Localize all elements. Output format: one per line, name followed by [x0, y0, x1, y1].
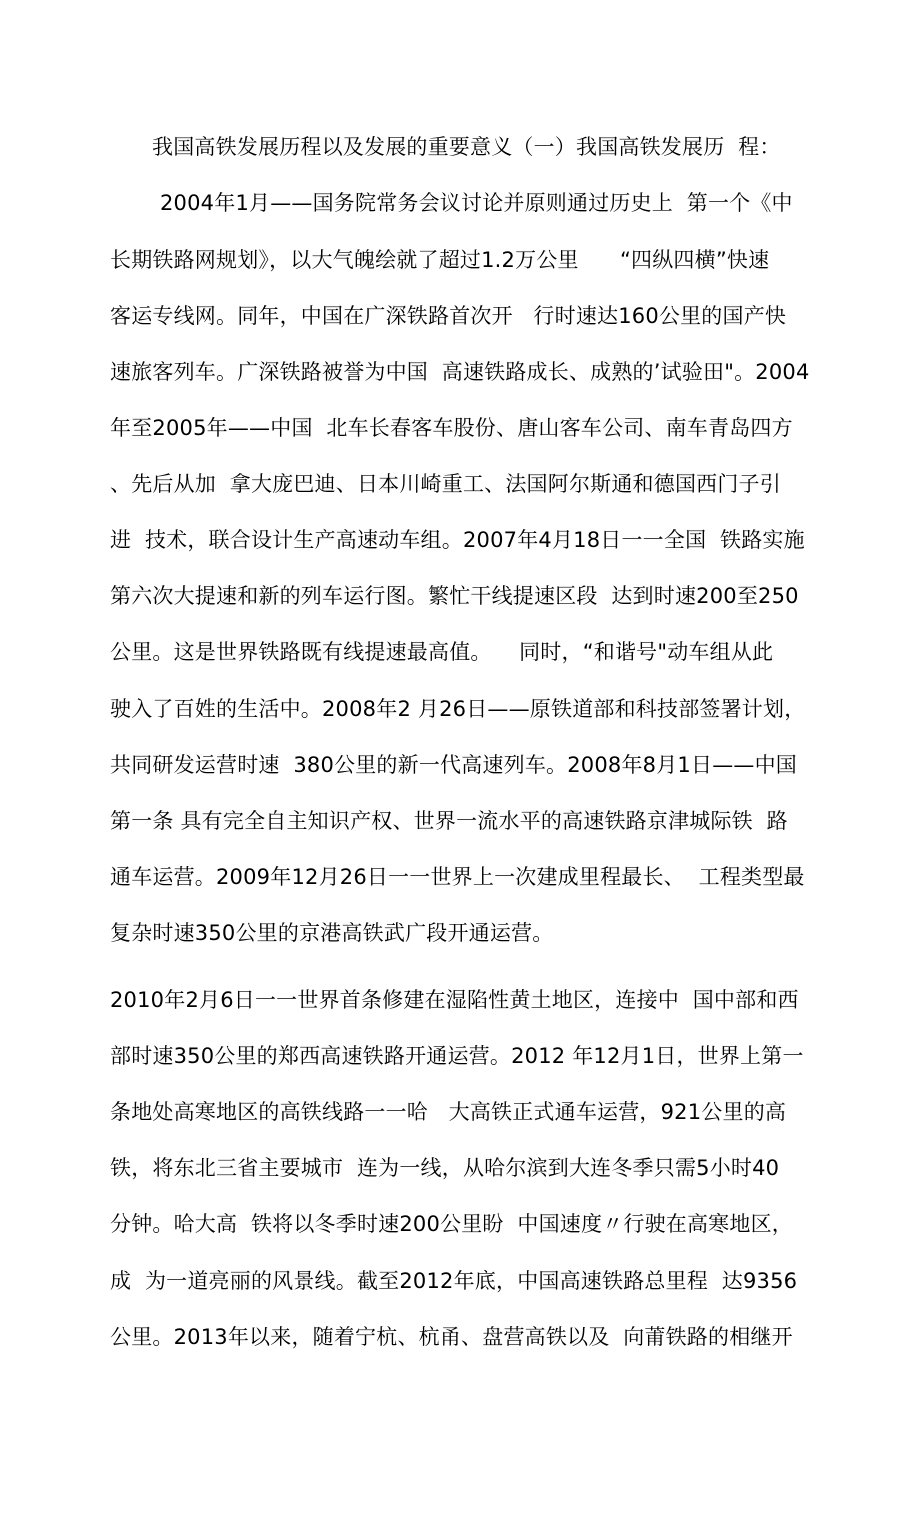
paragraph-line: 部时速350公里的郑西高速铁路开通运营。2012 年12月1日，世界上第一	[110, 1044, 804, 1068]
paragraph-line: 2004年1月——国务院常务会议讨论并原则通过历史上 第一个《中	[160, 191, 793, 215]
paragraph-line: 通车运营。2009年12月26日一一世界上一次建成里程最长、 工程类型最	[110, 865, 805, 889]
paragraph-line: 公里。2013年以来，随着宁杭、杭甬、盘营高铁以及 向莆铁路的相继开	[110, 1325, 793, 1349]
paragraph-line: 客运专线网。同年，中国在广深铁路首次开 行时速达160公里的国产快	[110, 304, 787, 328]
paragraph-line: 复杂时速350公里的京港高铁武广段开通运营。	[110, 921, 554, 945]
paragraph-line: 条地处高寒地区的高铁线路一一哈 大高铁正式通车运营，921公里的高	[110, 1100, 787, 1124]
paragraph-line: 驶入了百姓的生活中。2008年2 月26日——原铁道部和科技部签署计划，	[110, 697, 806, 721]
paragraph-line: 、先后从加 拿大庞巴迪、日本川崎重工、法国阿尔斯通和德国西门子引	[110, 472, 781, 496]
paragraph-line: 进 技术，联合设计生产高速动车组。2007年4月18日一一全国 铁路实施	[110, 528, 805, 552]
paragraph-line: 年至2005年——中国 北车长春客车股份、唐山客车公司、南车青岛四方	[110, 416, 793, 440]
paragraph-line: 分钟。哈大高 铁将以冬季时速200公里盼 中国速度〃行驶在高寒地区，	[110, 1212, 793, 1236]
paragraph-line: 共同研发运营时速 380公里的新一代高速列车。2008年8月1日——中国	[110, 753, 797, 777]
document-heading: 我国高铁发展历程以及发展的重要意义（一）我国高铁发展历 程：	[152, 135, 781, 159]
paragraph-line: 长期铁路网规划》，以大气魄绘就了超过1.2万公里 “四纵四横”快速	[110, 248, 770, 272]
paragraph-line: 第六次大提速和新的列车运行图。繁忙干线提速区段 达到时速200至250	[110, 584, 799, 608]
paragraph-line: 铁，将东北三省主要城市 连为一线，从哈尔滨到大连冬季只需5小时40	[110, 1156, 780, 1180]
paragraph-line: 成 为一道亮丽的风景线。截至2012年底，中国高速铁路总里程 达9356	[110, 1269, 798, 1293]
paragraph-line: 公里。这是世界铁路既有线提速最高值。 同时，“和谐号"动车组从此	[110, 640, 774, 664]
paragraph-line: 2010年2月6日一一世界首条修建在湿陷性黄土地区，连接中 国中部和西	[110, 988, 799, 1012]
paragraph-line: 第一条 具有完全自主知识产权、世界一流水平的高速铁路京津城际铁 路	[110, 809, 788, 833]
paragraph-line: 速旅客列车。广深铁路被誉为中国 高速铁路成长、成熟的’试验田"。2004	[110, 360, 810, 384]
